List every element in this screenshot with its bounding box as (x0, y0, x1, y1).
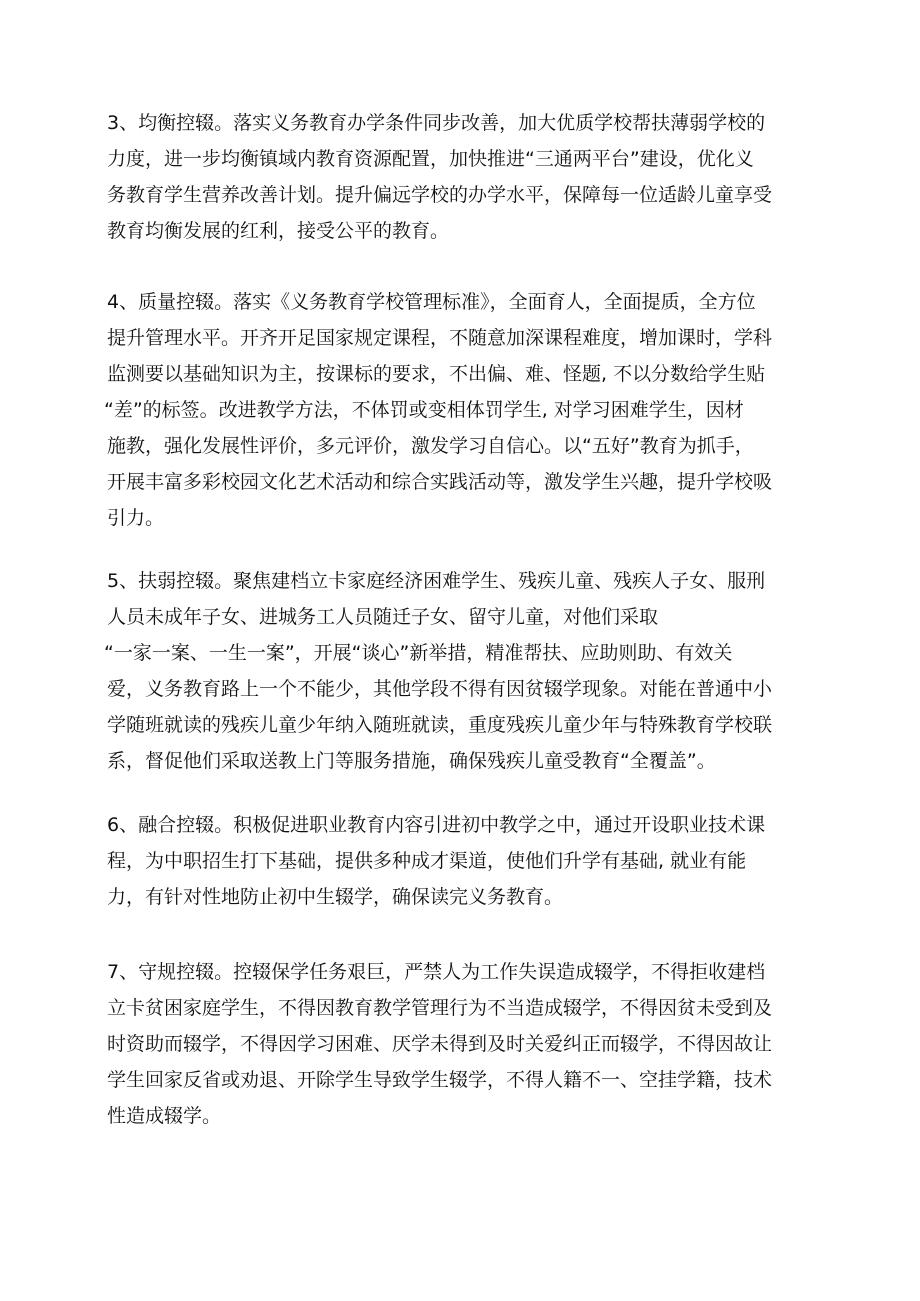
paragraph-6-integration (107, 807, 819, 915)
text-line: 监测要以基础知识为主，按课标的要求，不出偏、难、怪题, 不以分数给学生贴 (107, 363, 766, 385)
text-line: 人员未成年子女、进城务工人员随迁子女、留守儿童，对他们采取 (107, 606, 659, 628)
text-line: 务教育学生营养改善计划。提升偏远学校的办学水平，保障每一位适龄儿童享受 (107, 184, 773, 206)
text-line: 4、质量控辍。落实《义务教育学校管理标准》，全面育人，全面提质，全方位 (107, 291, 756, 313)
text-line: 力度，进一步均衡镇域内教育资源配置，加快推进“三通两平台”建设，优化义 (107, 148, 754, 170)
text-line: 学随班就读的残疾儿童少年纳入随班就读，重度残疾儿童少年与特殊教育学校联 (107, 714, 773, 736)
paragraph-7-compliance (107, 954, 819, 1134)
text-line: “差”的标签。改进教学方法，不体罚或变相体罚学生, 对学习困难学生，因材 (104, 399, 744, 421)
text-line: 教育均衡发展的红利，接受公平的教育。 (107, 220, 450, 242)
paragraph-3-balance (107, 105, 819, 249)
text-line: 学生回家反省或劝退、开除学生导致学生辍学，不得人籍不一、空挂学籍，技术 (107, 1069, 773, 1091)
text-line: 程，为中职招生打下基础，提供多种成才渠道，使他们升学有基础, 就业有能 (107, 850, 747, 872)
text-line: 时资助而辍学，不得因学习困难、厌学未得到及时关爱纠正而辍学，不得因故让 (107, 1033, 773, 1055)
text-line: 力，有针对性地防止初中生辍学，确保读完义务教育。 (107, 886, 564, 908)
paragraph-5-support (104, 563, 819, 779)
text-line: 性造成辍学。 (107, 1105, 222, 1127)
text-line: 立卡贫困家庭学生，不得因教育教学管理行为不当造成辍学，不得因贫未受到及 (107, 997, 773, 1019)
text-line: 5、扶弱控辍。聚焦建档立卡家庭经济困难学生、残疾儿童、残疾人子女、服刑 (107, 570, 766, 592)
text-line: 开展丰富多彩校园文化艺术活动和综合实践活动等，激发学生兴趣，提升学校吸 (107, 471, 773, 493)
text-line: 7、守规控辍。控辍保学任务艰巨，严禁人为工作失误造成辍学，不得拒收建档 (107, 961, 766, 983)
text-line: 施教，强化发展性评价，多元评价，激发学习自信心。以“五好”教育为抓手， (107, 435, 754, 457)
text-line: 6、融合控辍。积极促进职业教育内容引进初中教学之中，通过开设职业技术课 (107, 814, 766, 836)
text-line: 系，督促他们采取送教上门等服务措施，确保残疾儿童受教育“全覆盖”。 (107, 750, 716, 772)
text-line: 引力。 (107, 507, 165, 529)
text-line: “一家一案、一生一案”，开展“谈心”新举措，精准帮扶、应助则助、有效关 (104, 642, 733, 664)
paragraph-4-quality (104, 284, 819, 536)
text-line: 爱，义务教育路上一个不能少，其他学段不得有因贫辍学现象。对能在普通中小 (107, 678, 773, 700)
text-line: 3、均衡控辍。落实义务教育办学条件同步改善，加大优质学校帮扶薄弱学校的 (107, 112, 766, 134)
text-line: 提升管理水平。开齐开足国家规定课程，不随意加深课程难度，增加课时，学科 (107, 327, 773, 349)
